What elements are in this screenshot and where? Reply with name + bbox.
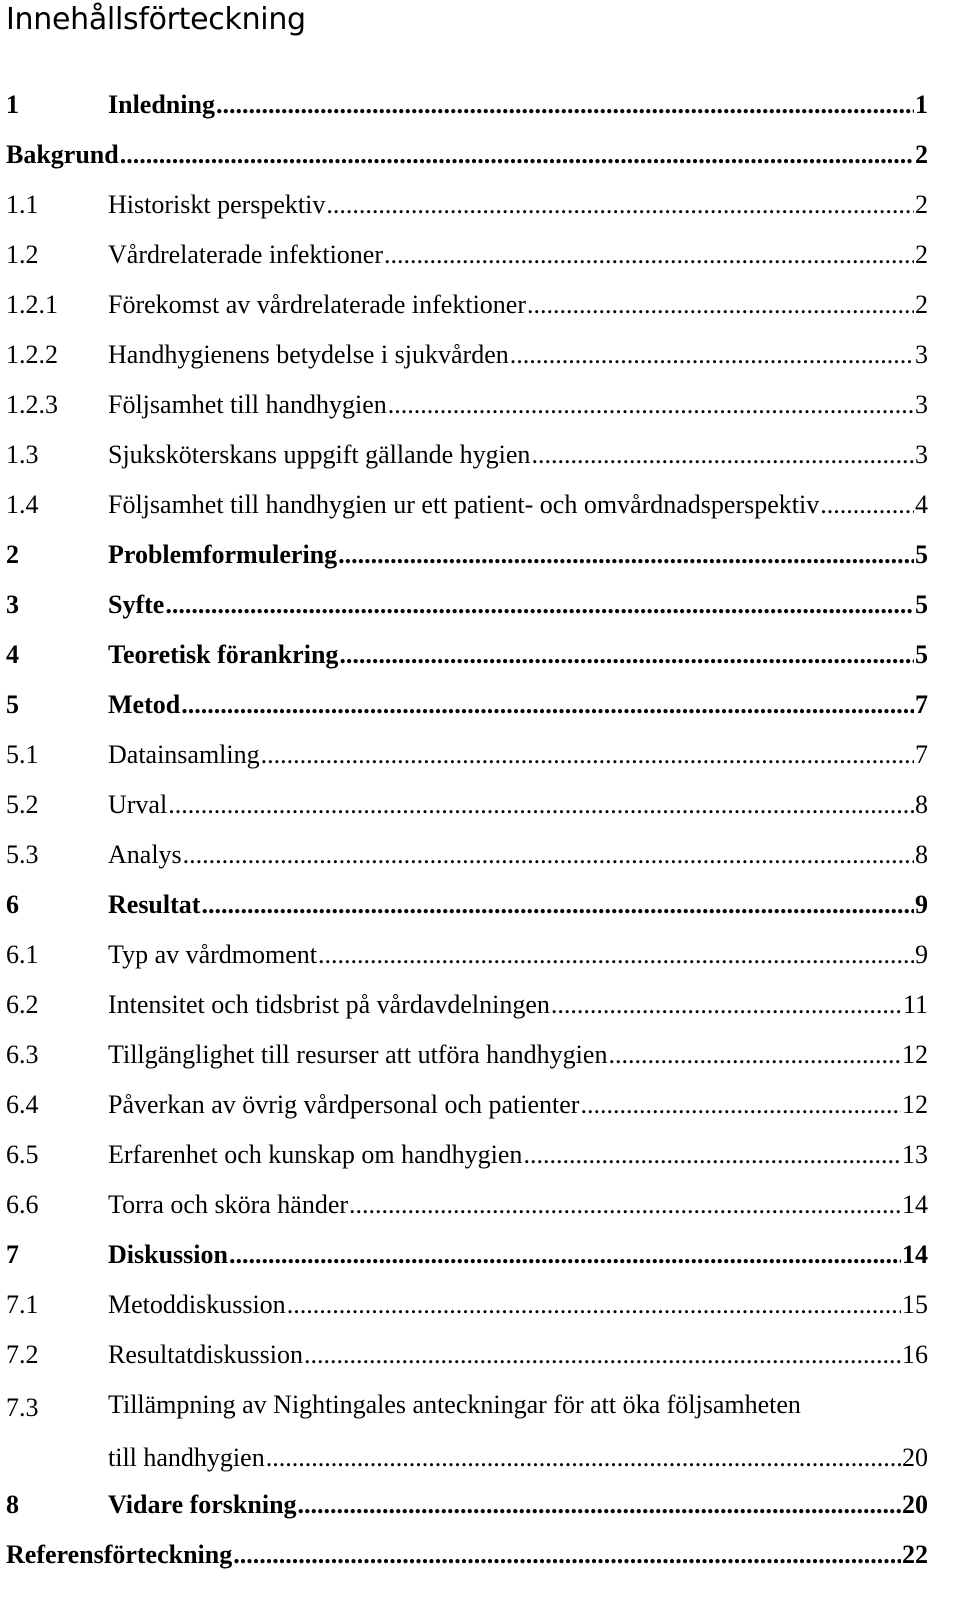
toc-entry-number: 1.2.3 [6,390,58,419]
toc-entry-title: Diskussion [108,1240,228,1269]
toc-entry-page: 7 [915,740,928,769]
toc-entry-title: Sjuksköterskans uppgift gällande hygien [108,440,531,469]
toc-entry-page: 9 [915,940,928,969]
toc-entry-title: Resultat [108,890,201,919]
dot-leader [326,190,914,220]
toc-entry-page: 22 [902,1540,928,1569]
toc-entry[interactable] [6,130,928,180]
toc-entry[interactable] [6,1180,928,1230]
toc-entry-title: Intensitet och tidsbrist på vårdavdelningen [108,990,550,1019]
dot-leader [229,1240,901,1270]
toc-entry[interactable] [6,1130,928,1180]
dot-leader [304,1340,901,1370]
toc-entry-title: Inledning [108,90,215,119]
toc-entry-title: Följsamhet till handhygien [108,390,387,419]
toc-entry-page: 16 [902,1340,928,1369]
toc-entry-title: Datainsamling [108,740,260,769]
table-of-contents [6,80,928,1580]
toc-entry-number: 1.2.1 [6,290,58,319]
toc-entry-title: Förekomst av vårdrelaterade infektioner [108,290,526,319]
toc-entry[interactable] [6,880,928,930]
toc-entry-title: Handhygienens betydelse i sjukvården [108,340,509,369]
toc-entry[interactable] [6,380,928,430]
toc-entry-title: Bakgrund [6,140,119,169]
dot-leader [181,690,914,720]
toc-entry-page: 8 [915,840,928,869]
toc-entry[interactable] [6,830,928,880]
toc-entry[interactable] [6,1330,928,1380]
toc-entry-page: 1 [915,90,928,119]
toc-entry-number: 8 [6,1490,19,1519]
toc-entry[interactable] [6,630,928,680]
toc-entry-number: 2 [6,540,19,569]
toc-entry[interactable] [6,180,928,230]
toc-entry-title: Problemformulering [108,540,338,569]
toc-entry-page: 2 [915,240,928,269]
toc-entry-page: 5 [915,640,928,669]
toc-entry[interactable] [6,1530,928,1580]
toc-entry-title: Metoddiskussion [108,1290,286,1319]
toc-entry[interactable] [6,930,928,980]
toc-entry-page: 5 [915,590,928,619]
dot-leader [531,440,914,470]
dot-leader [318,940,914,970]
toc-entry[interactable] [6,430,928,480]
toc-entry-number: 1.2 [6,240,39,269]
toc-entry-title: Resultatdiskussion [108,1340,304,1369]
toc-entry[interactable] [6,730,928,780]
dot-leader [338,540,914,570]
toc-entry-page: 9 [915,890,928,919]
toc-entry-title: Påverkan av övrig vårdpersonal och patienter [108,1090,580,1119]
toc-entry-number: 3 [6,590,19,619]
toc-entry-title: Tillämpning av Nightingales anteckningar för att öka följsamheten [108,1390,801,1419]
dot-leader [388,390,914,420]
toc-entry-page: 4 [915,490,928,519]
toc-entry[interactable] [6,1030,928,1080]
toc-entry[interactable] [6,280,928,330]
toc-entry-page: 12 [902,1040,928,1069]
dot-leader [261,740,914,770]
toc-entry-number: 7.2 [6,1340,39,1369]
toc-entry-number: 6.2 [6,990,39,1019]
dot-leader [580,1090,901,1120]
toc-entry-number: 5 [6,690,19,719]
dot-leader [523,1140,901,1170]
dot-leader [349,1190,901,1220]
toc-entry-page: 14 [902,1240,928,1269]
dot-leader [201,890,914,920]
dot-leader [287,1290,901,1320]
toc-entry-title: Torra och sköra händer [108,1190,349,1219]
toc-entry-number: 6 [6,890,19,919]
toc-entry-number: 6.6 [6,1190,39,1219]
toc-entry[interactable] [6,980,928,1030]
toc-entry-number: 1.1 [6,190,39,219]
toc-entry-page: 3 [915,340,928,369]
toc-entry-title: Historiskt perspektiv [108,190,326,219]
toc-entry-number: 5.1 [6,740,39,769]
toc-entry-title: Metod [108,690,181,719]
toc-entry[interactable] [6,230,928,280]
toc-entry-title: Typ av vårdmoment [108,940,318,969]
toc-entry-number: 5.3 [6,840,39,869]
dot-leader [608,1040,901,1070]
toc-entry[interactable] [6,1480,928,1530]
toc-entry[interactable] [6,330,928,380]
toc-entry-page: 3 [915,390,928,419]
toc-entry-number: 1 [6,90,19,119]
dot-leader [384,240,914,270]
toc-entry-title: Tillgänglighet till resurser att utföra handhygien [108,1040,608,1069]
toc-entry-title: Vidare forskning [108,1490,297,1519]
dot-leader [165,590,914,620]
toc-entry-page: 20 [902,1490,928,1519]
toc-entry-title: Analys [108,840,182,869]
toc-entry-page: 2 [915,140,928,169]
toc-entry-page: 20 [902,1443,928,1472]
toc-entry-title: Referensförteckning [6,1540,233,1569]
toc-entry-page: 2 [915,190,928,219]
dot-leader [820,490,914,520]
dot-leader [233,1540,901,1570]
toc-entry-title: Vårdrelaterade infektioner [108,240,384,269]
toc-entry-number: 1.3 [6,440,39,469]
toc-entry[interactable] [6,1280,928,1330]
toc-entry-number: 6.1 [6,940,39,969]
toc-entry-page: 13 [902,1140,928,1169]
dot-leader [551,990,902,1020]
toc-entry[interactable] [6,580,928,630]
toc-entry-title: Erfarenhet och kunskap om handhygien [108,1140,523,1169]
dot-leader [216,90,914,120]
toc-entry[interactable] [6,80,928,130]
toc-entry-page: 3 [915,440,928,469]
toc-entry-page: 11 [902,990,928,1019]
toc-entry-page: 2 [915,290,928,319]
toc-entry-page: 5 [915,540,928,569]
toc-entry[interactable] [6,1380,928,1480]
dot-leader [183,840,914,870]
toc-entry[interactable] [6,680,928,730]
toc-entry-number: 7 [6,1240,19,1269]
toc-entry-page: 14 [902,1190,928,1219]
toc-entry[interactable] [6,780,928,830]
toc-entry-number: 6.3 [6,1040,39,1069]
toc-entry-number: 6.5 [6,1140,39,1169]
toc-entry-title-continued: till handhygien [108,1443,265,1472]
toc-entry[interactable] [6,530,928,580]
dot-leader [266,1443,901,1473]
toc-entry-page: 15 [902,1290,928,1319]
toc-entry-page: 8 [915,790,928,819]
toc-entry-number: 6.4 [6,1090,39,1119]
toc-entry-number: 4 [6,640,19,669]
toc-entry-number: 7.1 [6,1290,39,1319]
dot-leader [339,640,914,670]
toc-entry[interactable] [6,1080,928,1130]
toc-entry-title: Teoretisk förankring [108,640,339,669]
toc-entry-page: 7 [915,690,928,719]
page-title: Innehållsförteckning [6,2,306,37]
toc-entry-title: Följsamhet till handhygien ur ett patient- och omvårdnadsperspektiv [108,490,820,519]
toc-entry[interactable] [6,1230,928,1280]
dot-leader [120,140,914,170]
toc-entry-number: 1.2.2 [6,340,58,369]
dot-leader [298,1490,901,1520]
dot-leader [168,790,914,820]
toc-entry-page: 12 [902,1090,928,1119]
dot-leader [527,290,914,320]
toc-entry-title: Urval [108,790,168,819]
toc-entry-number: 5.2 [6,790,39,819]
toc-entry-number: 1.4 [6,490,39,519]
toc-entry-title: Syfte [108,590,165,619]
toc-entry-number: 7.3 [6,1393,39,1422]
toc-entry[interactable] [6,480,928,530]
dot-leader [510,340,914,370]
